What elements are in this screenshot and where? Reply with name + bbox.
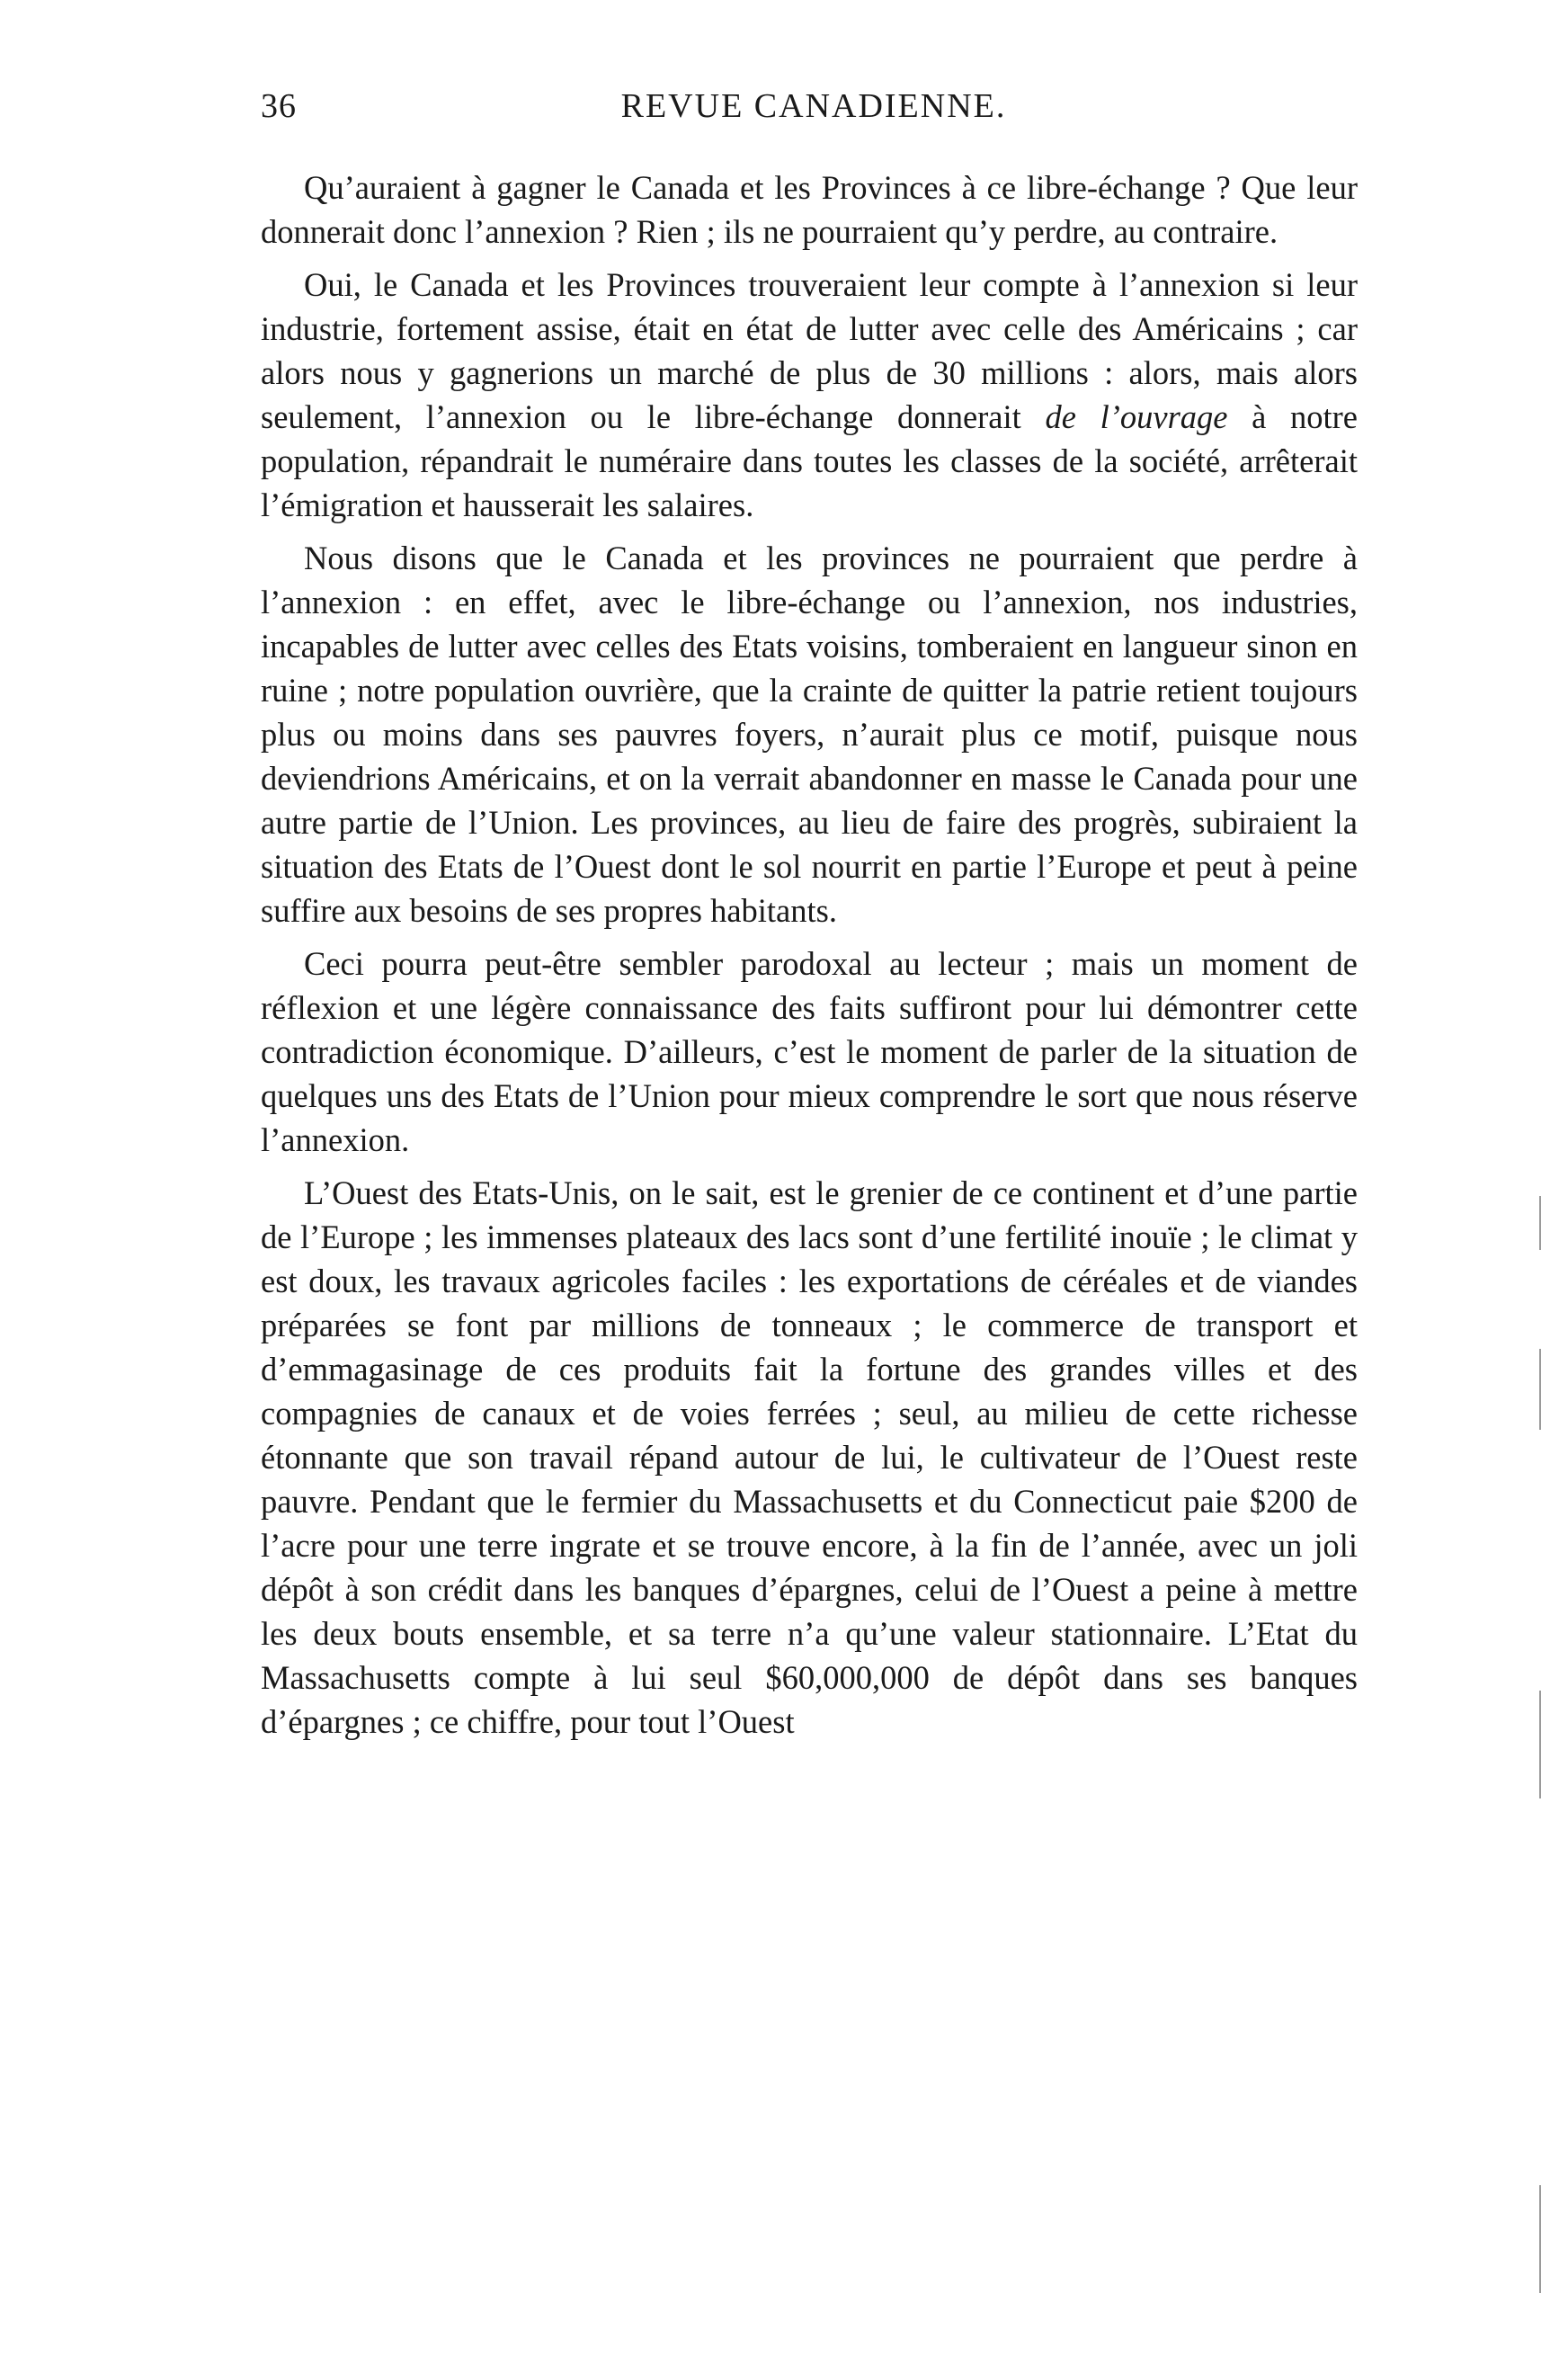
scan-artifact	[1539, 1691, 1541, 1798]
emphasized-text: de l’ouvrage	[1045, 398, 1228, 435]
running-title: REVUE CANADIENNE.	[620, 87, 1007, 125]
paragraph	[261, 263, 1358, 527]
paragraph: L’Ouest des Etats-Unis, on le sait, est le grenier de ce continent et d’une partie de l’Europe ; les immenses plateaux des lacs sont d’une fertilité inouïe ; le climat y est doux, les travaux agricoles faciles : les exportations de céréales et de viandes préparées se font par millions de tonneaux ; le commerce de transport et d’emmagasinage de ces produits fait la fortune des grandes villes et des compagnies de canaux et de voies ferrées ; seul, au milieu de cette richesse étonnante que son travail répand autour de lui, le cultivateur de l’Ouest reste pauvre. Pendant que le fermier du Massachusetts et du Connecticut paie $200 de l’acre pour une terre ingrate et se trouve encore, à la fin de l’année, avec un joli dépôt à son crédit dans les banques d’épargnes, celui de l’Ouest a peine à mettre les deux bouts ensemble, et sa terre n’a qu’une valeur stationnaire. L’Etat du Massachusetts compte à lui seul $60,000,000 de dépôt dans ses banques d’épargnes ; ce chiffre, pour tout l’Ouest	[261, 1174, 1358, 1740]
page-header	[261, 86, 1367, 149]
paragraph-text: à notre population, répandrait le numéraire dans toutes les classes de la société, arrêterait l’émigration et hausserait les salaires.	[261, 398, 1358, 523]
paragraph-text: Oui, le Canada et les Provinces trouveraient leur compte à l’annexion si leur industrie, fortement assise, était en état de lutter avec celle des Américains ; car alors nous y gagnerions un marché de plus de 30 millions : alors, mais alors seulement, l’annexion ou le libre-échange donnerait	[261, 266, 1358, 435]
page-number: 36	[261, 87, 297, 125]
scan-artifact	[1539, 1349, 1541, 1430]
text-body	[261, 165, 1358, 1753]
paragraph: Qu’auraient à gagner le Canada et les Provinces à ce libre-échange ? Que leur donnerait donc l’annexion ? Rien ; ils ne pourraient qu’y perdre, au contraire.	[261, 169, 1358, 250]
paragraph: Nous disons que le Canada et les provinces ne pourraient que perdre à l’annexion : en effet, avec le libre-échange ou l’annexion, nos industries, incapables de lutter avec celles des Etats voisins, tomberaient en langueur sinon en ruine ; notre population ouvrière, que la crainte de quitter la patrie retient toujours plus ou moins dans ses pauvres foyers, n’aurait plus ce motif, puisque nous deviendrions Américains, et on la verrait abandonner en masse le Canada pour une autre partie de l’Union. Les provinces, au lieu de faire des progrès, subiraient la situation des Etats de l’Ouest dont le sol nourrit en partie l’Europe et peut à peine suffire aux besoins de ses propres habitants.	[261, 540, 1358, 929]
scan-artifact	[1539, 1196, 1541, 1250]
paragraph: Ceci pourra peut-être sembler parodoxal au lecteur ; mais un moment de réflexion et une légère connaissance des faits suffiront pour lui démontrer cette contradiction économique. D’ailleurs, c’est le moment de parler de la situation de quelques uns des Etats de l’Union pour mieux comprendre le sort que nous réserve l’annexion.	[261, 945, 1358, 1158]
scan-artifact	[1539, 2185, 1541, 2293]
